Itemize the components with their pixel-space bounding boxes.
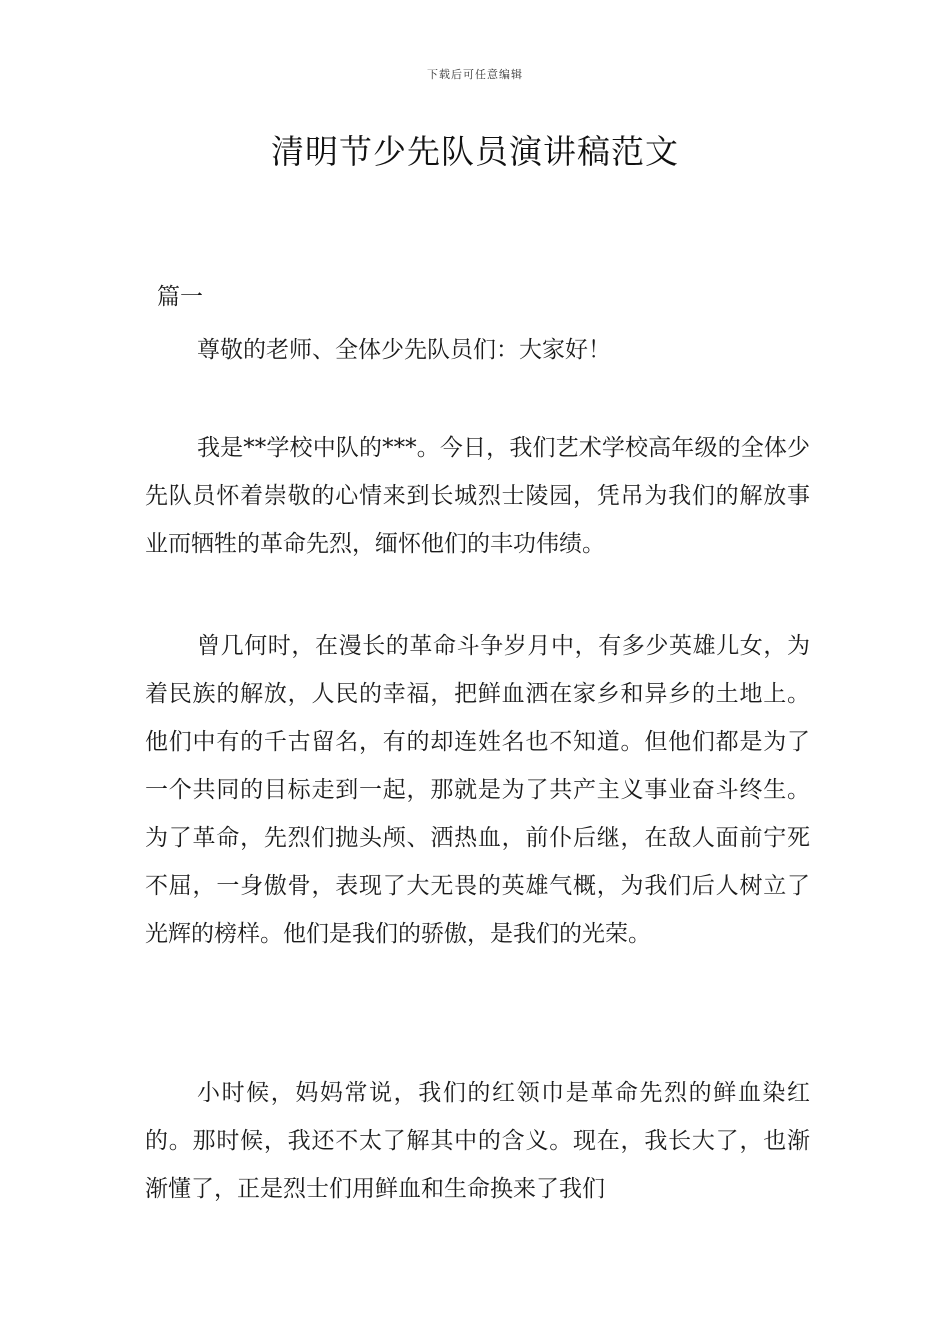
page-title: 清明节少先队员演讲稿范文 xyxy=(271,132,679,171)
section-label: 篇一 xyxy=(157,284,203,310)
body-paragraph-3: 小时候，妈妈常说，我们的红领巾是革命先烈的鲜血染红的。那时候，我还不太了解其中的含义。现在，我长大了，也渐渐懂了，正是烈士们用鲜血和生命换来了我们 xyxy=(145,1080,810,1202)
greeting-line: 尊敬的老师、全体少先队员们：大家好！ xyxy=(197,337,611,363)
header-note: 下载后可任意编辑 xyxy=(427,68,523,81)
body-paragraph-2: 曾几何时，在漫长的革命斗争岁月中，有多少英雄儿女，为着民族的解放，人民的幸福，把鲜血洒在家乡和异乡的土地上。他们中有的千古留名，有的却连姓名也不知道。但他们都是为了一个共同的目标走到一起，那就是为了共产主义事业奋斗终生。为了革命，先烈们抛头颅、洒热血，前仆后继，在敌人面前宁死不屈，一身傲骨，表现了大无畏的英雄气概，为我们后人树立了光辉的榜样。他们是我们的骄傲，是我们的光荣。 xyxy=(145,633,810,947)
body-paragraph-1: 我是**学校中队的***。今日，我们艺术学校高年级的全体少先队员怀着崇敬的心情来到长城烈士陵园，凭吊为我们的解放事业而牺牲的革命先烈，缅怀他们的丰功伟绩。 xyxy=(145,435,810,557)
